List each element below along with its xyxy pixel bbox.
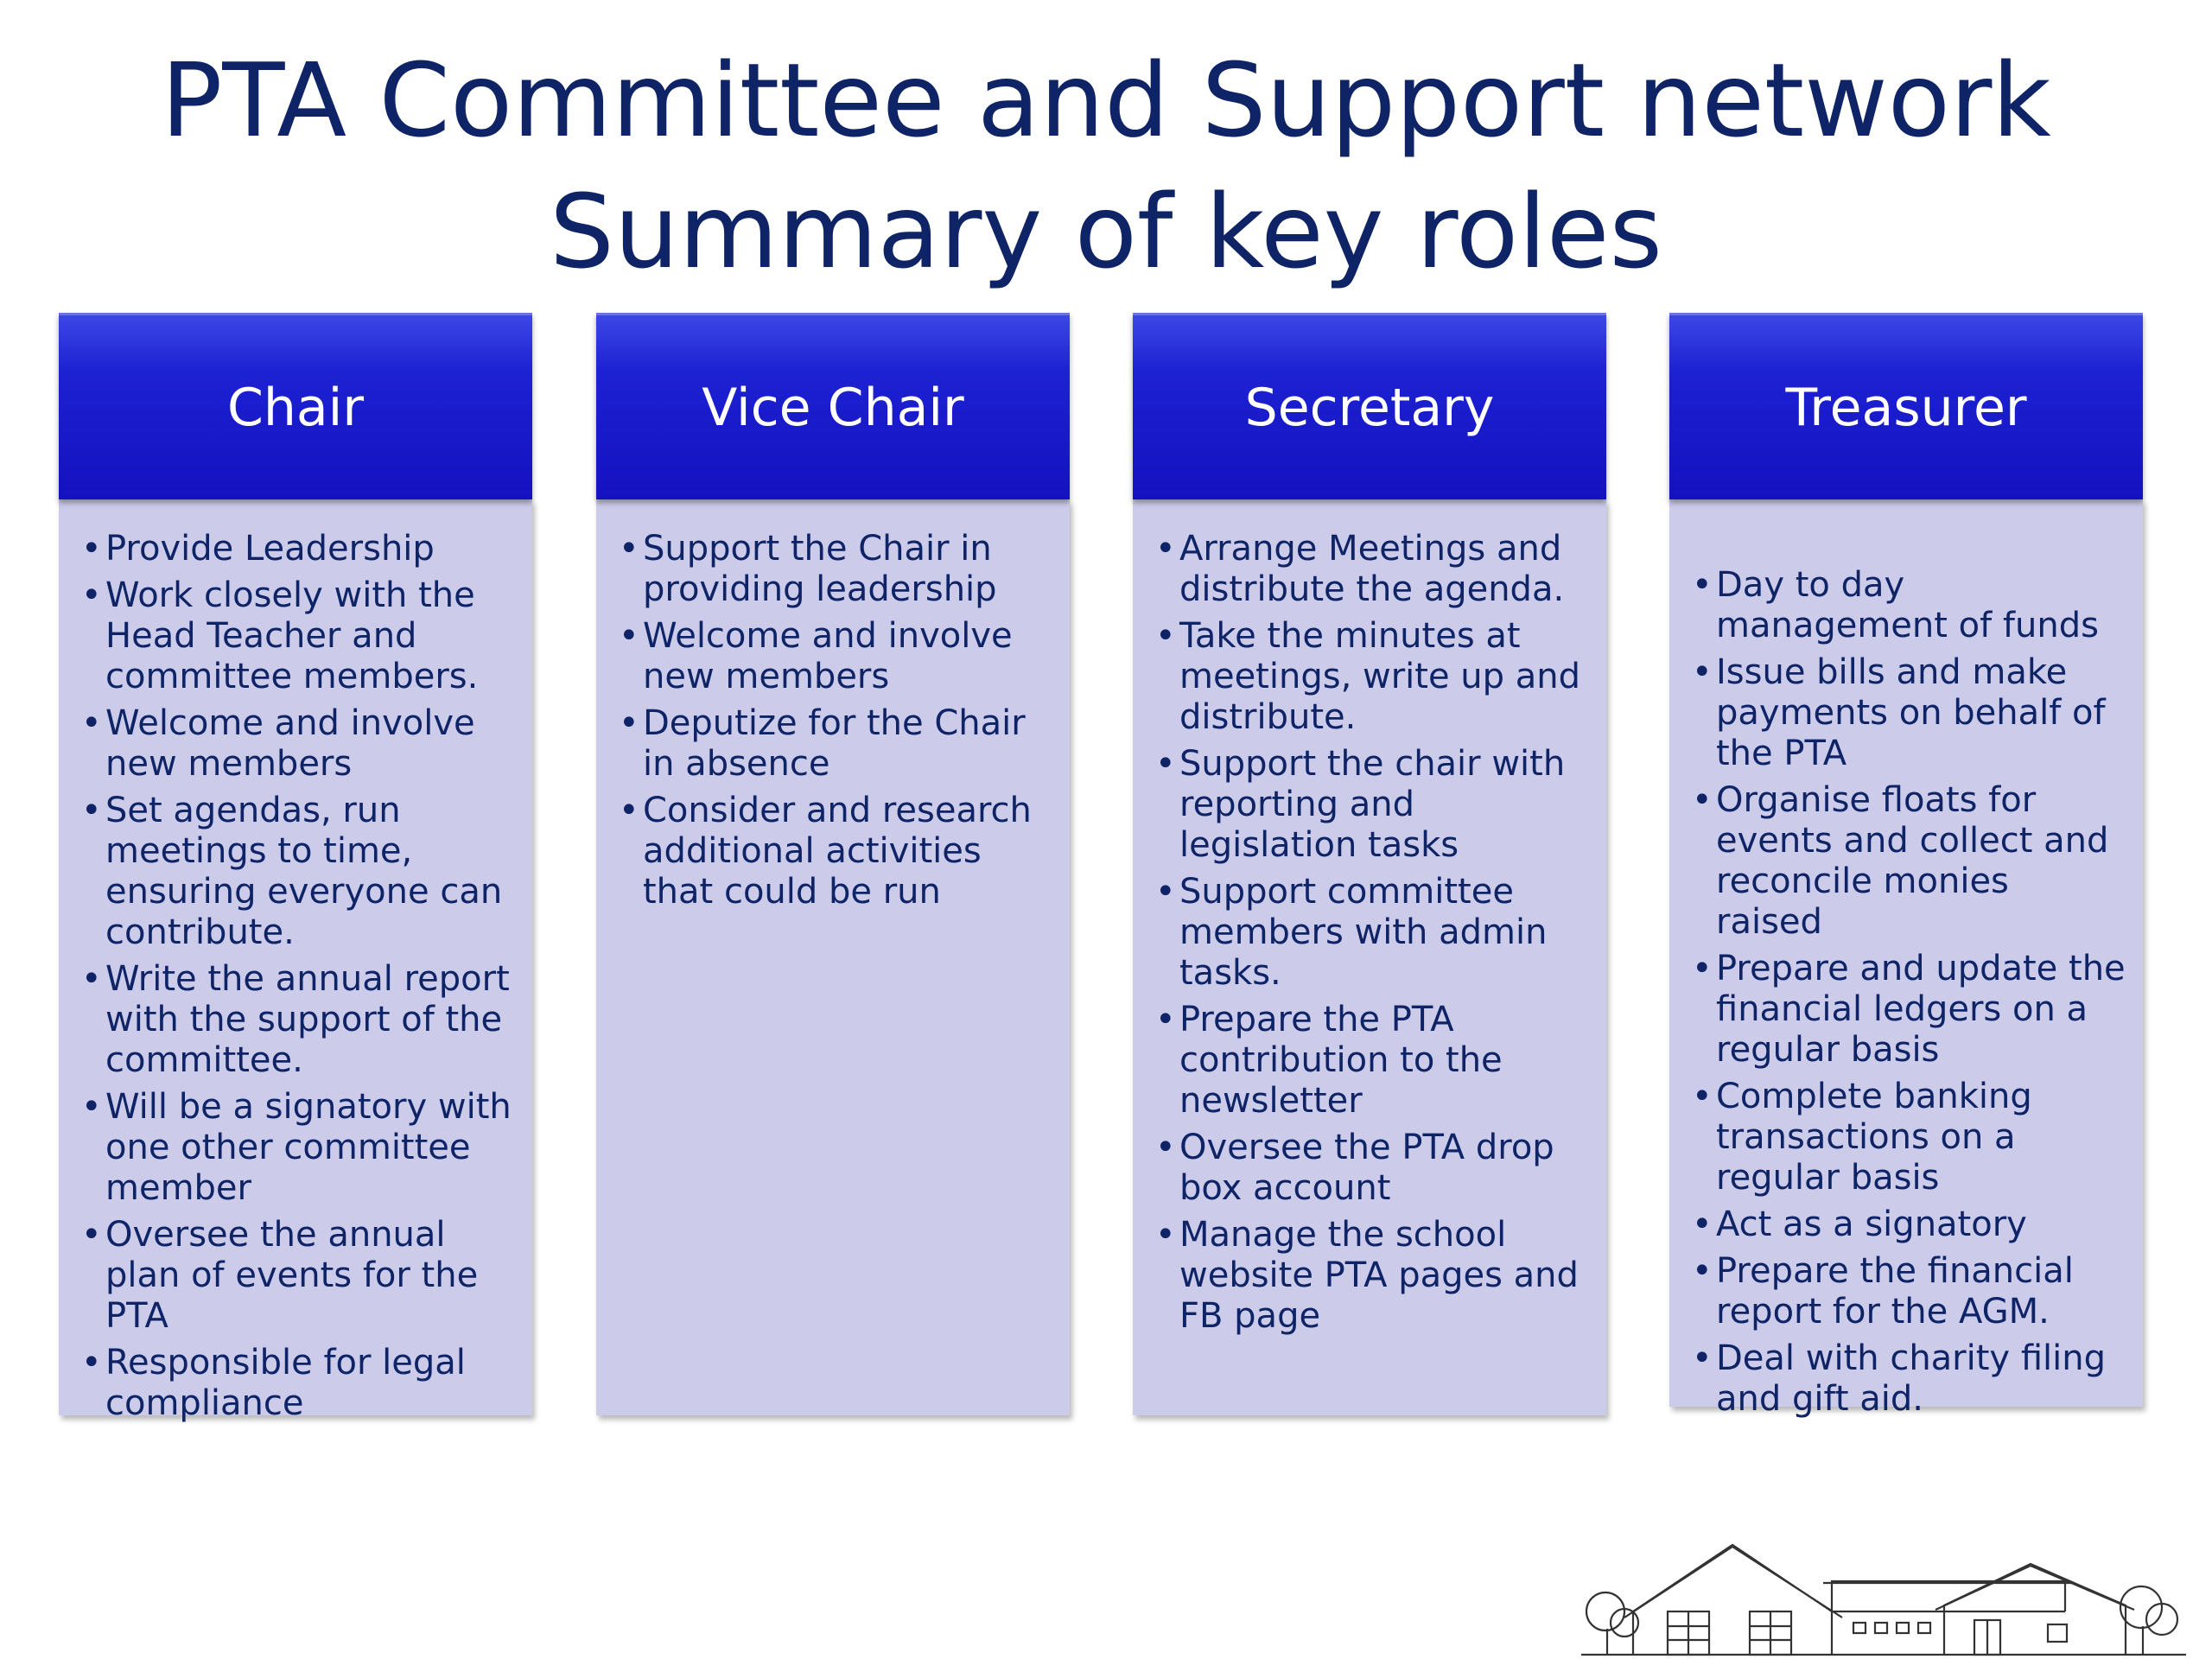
- duty-item: • Set agendas, run meetings to time, ensuring everyone can contribute.: [78, 791, 515, 953]
- duty-item: • Consider and research additional activities that could be run: [615, 791, 1052, 912]
- title-line-2: Summary of key roles: [549, 172, 1663, 291]
- role-duties-vice-chair: [596, 499, 1070, 1415]
- duty-item: • Deputize for the Chair in absence: [615, 703, 1052, 785]
- duty-list: [615, 529, 1052, 912]
- page-title: [0, 35, 2212, 297]
- role-duties-secretary: [1133, 499, 1606, 1415]
- duty-item: • Welcome and involve new members: [615, 616, 1052, 697]
- duty-list: [1152, 529, 1589, 1337]
- duty-item: • Responsible for legal compliance: [78, 1343, 515, 1424]
- duty-item: • Complete banking transactions on a regular basis: [1688, 1077, 2126, 1198]
- duty-item: • Welcome and involve new members: [78, 703, 515, 785]
- duty-item: • Write the annual report with the support of the committee.: [78, 959, 515, 1081]
- duty-item: • Take the minutes at meetings, write up and distribute.: [1152, 616, 1589, 738]
- duty-item: • Prepare the PTA contribution to the newsletter: [1152, 1000, 1589, 1122]
- duty-item: • Prepare and update the financial ledgers on a regular basis: [1688, 949, 2126, 1071]
- duty-item: • Day to day management of funds: [1688, 565, 2126, 646]
- duty-item: • Arrange Meetings and distribute the agenda.: [1152, 529, 1589, 610]
- duty-item: • Issue bills and make payments on behalf of the PTA: [1688, 652, 2126, 774]
- duty-item: • Act as a signatory: [1688, 1205, 2126, 1245]
- title-line-1: PTA Committee and Support network: [161, 41, 2051, 160]
- role-duties-chair: [59, 499, 532, 1423]
- duty-item: • Oversee the PTA drop box account: [1152, 1128, 1589, 1209]
- duty-item: • Support committee members with admin tasks.: [1152, 872, 1589, 994]
- duty-item: • Support the Chair in providing leadership: [615, 529, 1052, 610]
- role-header-treasurer: Treasurer: [1669, 313, 2143, 499]
- duty-item: • Manage the school website PTA pages and FB page: [1152, 1215, 1589, 1337]
- role-header-vice-chair: Vice Chair: [596, 313, 1070, 499]
- duty-list: [78, 529, 515, 1424]
- duty-item: • Provide Leadership: [78, 529, 515, 569]
- role-header-chair: Chair: [59, 313, 532, 499]
- duty-item: • Deal with charity filing and gift aid.: [1688, 1338, 2126, 1420]
- duty-item: • Support the chair with reporting and legislation tasks: [1152, 744, 1589, 866]
- duty-item: • Prepare the financial report for the AGM.: [1688, 1251, 2126, 1332]
- duty-list: [1688, 565, 2126, 1420]
- duty-item: • Organise floats for events and collect and reconcile monies raised: [1688, 780, 2126, 943]
- role-header-secretary: Secretary: [1133, 313, 1606, 499]
- school-building-icon: [1581, 1529, 2186, 1659]
- role-duties-treasurer: [1669, 499, 2143, 1419]
- duty-item: • Will be a signatory with one other committee member: [78, 1087, 515, 1209]
- duty-item: • Work closely with the Head Teacher and committee members.: [78, 575, 515, 697]
- duty-item: • Oversee the annual plan of events for the PTA: [78, 1215, 515, 1337]
